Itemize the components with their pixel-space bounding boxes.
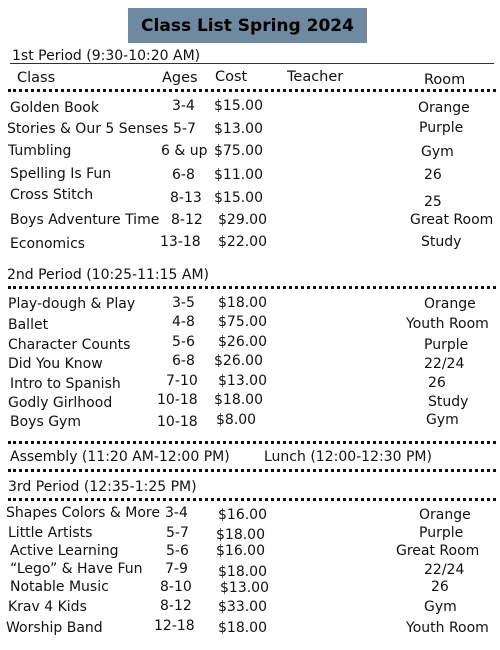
class-room: 26 — [424, 167, 442, 183]
class-name: Boys Gym — [10, 414, 81, 430]
column-header-room: Room — [424, 72, 466, 88]
class-ages: 5-6 — [172, 334, 195, 350]
class-name: Worship Band — [6, 620, 103, 636]
class-cost: $15.00 — [214, 190, 263, 206]
class-ages: 6-8 — [172, 167, 195, 183]
lunch-time: Lunch (12:00-12:30 PM) — [264, 449, 432, 465]
class-room: Purple — [424, 337, 469, 353]
class-cost: $13.00 — [214, 121, 263, 137]
class-cost: $18.00 — [218, 620, 267, 636]
class-name: Play-dough & Play — [8, 296, 136, 312]
class-ages: 10-18 — [157, 414, 198, 430]
column-header-teacher: Teacher — [287, 69, 344, 85]
class-name: Notable Music — [10, 579, 109, 595]
page-title: Class List Spring 2024 — [128, 8, 367, 43]
class-cost: $26.00 — [218, 334, 267, 350]
class-cost: $13.00 — [218, 373, 267, 389]
class-cost: $16.00 — [218, 507, 267, 523]
column-header-cost: Cost — [215, 69, 248, 85]
class-room: Great Room — [410, 212, 494, 228]
class-cost: $26.00 — [214, 353, 263, 369]
class-room: Study — [428, 394, 469, 410]
class-cost: $16.00 — [216, 543, 265, 559]
class-cost: $18.00 — [218, 564, 267, 580]
class-name: Did You Know — [8, 356, 103, 372]
class-ages: 3-5 — [172, 295, 195, 311]
class-ages: 3-4 — [172, 98, 195, 114]
class-ages: 4-8 — [172, 314, 195, 330]
class-name: Cross Stitch — [10, 187, 94, 203]
class-cost: $18.00 — [216, 527, 265, 543]
class-name: Tumbling — [8, 143, 72, 159]
class-ages: 8-13 — [170, 190, 202, 206]
class-cost: $18.00 — [214, 392, 263, 408]
class-name: “Lego” & Have Fun — [10, 561, 143, 577]
class-room: Purple — [419, 525, 464, 541]
class-ages: 5-6 — [166, 543, 189, 559]
period-3-dotted-divider — [8, 498, 496, 501]
class-ages: 6-8 — [172, 353, 195, 369]
class-ages: 5-7 — [166, 525, 189, 541]
class-room: Purple — [419, 120, 464, 136]
class-ages: 8-10 — [160, 579, 192, 595]
class-name: Intro to Spanish — [10, 376, 121, 392]
class-room: 26 — [431, 579, 449, 595]
class-room: 25 — [424, 194, 442, 210]
class-cost: $18.00 — [218, 295, 267, 311]
class-name: Krav 4 Kids — [8, 599, 87, 615]
period-2-heading: 2nd Period (10:25-11:15 AM) — [7, 267, 209, 283]
class-cost: $13.00 — [220, 580, 269, 596]
class-cost: $22.00 — [218, 234, 267, 250]
class-room: Youth Room — [406, 620, 489, 636]
class-room: Gym — [421, 144, 454, 160]
period-1-divider — [10, 63, 494, 64]
class-name: Little Artists — [8, 525, 93, 541]
class-room: 26 — [428, 375, 446, 391]
class-ages: 8-12 — [171, 212, 203, 228]
period-1-heading: 1st Period (9:30-10:20 AM) — [12, 48, 201, 64]
period-2-dotted-divider — [8, 286, 496, 289]
class-ages: 3-4 — [165, 505, 188, 521]
class-name: Character Counts — [8, 337, 131, 353]
class-cost: $8.00 — [216, 412, 257, 428]
class-name: Economics — [10, 236, 86, 252]
class-room: 22/24 — [424, 356, 465, 372]
class-ages: 10-18 — [157, 392, 198, 408]
column-header-class: Class — [17, 70, 56, 86]
class-ages: 7-10 — [166, 373, 198, 389]
class-ages: 6 & up — [161, 143, 208, 159]
class-cost: $29.00 — [218, 212, 267, 228]
column-header-ages: Ages — [162, 70, 198, 86]
class-cost: $15.00 — [214, 98, 263, 114]
class-room: Orange — [418, 100, 470, 116]
class-name: Golden Book — [10, 100, 99, 116]
class-name: Ballet — [8, 317, 49, 333]
class-room: Study — [421, 234, 462, 250]
class-ages: 12-18 — [154, 618, 195, 634]
class-name: Boys Adventure Time — [10, 212, 160, 228]
breaks-bottom-dotted-divider — [8, 469, 496, 472]
class-room: Gym — [424, 599, 457, 615]
class-name: Spelling Is Fun — [10, 166, 112, 182]
class-name: Stories & Our 5 Senses — [7, 121, 169, 137]
class-ages: 5-7 — [173, 121, 196, 137]
class-room: Orange — [424, 296, 476, 312]
breaks-top-dotted-divider — [8, 441, 496, 444]
class-ages: 7-9 — [165, 561, 188, 577]
class-ages: 13-18 — [160, 234, 201, 250]
class-room: Youth Room — [406, 316, 489, 332]
class-room: Orange — [419, 507, 471, 523]
class-name: Godly Girlhood — [8, 395, 113, 411]
class-cost: $33.00 — [218, 599, 267, 615]
period-3-heading: 3rd Period (12:35-1:25 PM) — [8, 479, 197, 495]
class-name: Shapes Colors & More — [6, 505, 160, 521]
class-name: Active Learning — [10, 543, 119, 559]
header-dotted-divider — [8, 89, 496, 92]
class-room: Great Room — [396, 543, 480, 559]
class-cost: $75.00 — [218, 314, 267, 330]
class-cost: $11.00 — [214, 167, 263, 183]
class-room: 22/24 — [424, 562, 465, 578]
class-ages: 8-12 — [160, 598, 192, 614]
class-room: Gym — [426, 412, 459, 428]
class-cost: $75.00 — [214, 143, 263, 159]
assembly-time: Assembly (11:20 AM-12:00 PM) — [10, 449, 230, 465]
